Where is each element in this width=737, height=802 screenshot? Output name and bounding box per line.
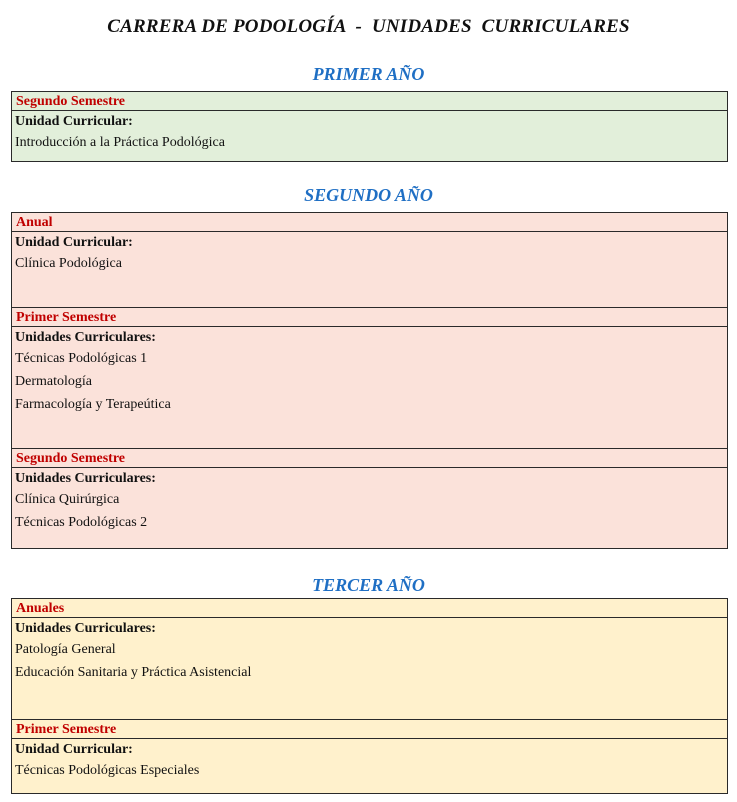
curricular-unit-label: Unidades Curriculares: [15,471,156,486]
curricular-section [12,327,727,449]
course-item: Farmacología y Terapeútica [15,397,171,412]
course-item: Educación Sanitaria y Práctica Asistencial [15,665,252,680]
semester-header: Anuales [12,599,727,618]
semester-header: Segundo Semestre [12,449,727,468]
course-item: Clínica Podológica [15,256,122,271]
course-item: Patología General [15,642,116,657]
year-title-primer: PRIMER AÑO [312,64,425,84]
curricular-unit-label: Unidad Curricular: [15,742,133,757]
curricular-section [12,739,727,782]
curricular-unit-label: Unidad Curricular: [15,235,133,250]
curricular-section [12,232,727,308]
course-item: Dermatología [15,374,92,389]
year-1-table [11,91,728,162]
course-item: Técnicas Podológicas 1 [15,351,148,366]
semester-header: Segundo Semestre [12,92,727,111]
curricular-section [12,111,727,161]
year-title-segundo: SEGUNDO AÑO [304,185,433,205]
semester-header: Primer Semestre [12,308,727,327]
course-item: Introducción a la Práctica Podológica [15,135,225,150]
year-3-table [11,598,728,794]
year-title-tercer: TERCER AÑO [312,575,425,595]
curricular-section [12,468,727,534]
course-item: Técnicas Podológicas 2 [15,515,148,530]
year-2-table [11,212,728,549]
semester-header: Primer Semestre [12,720,727,739]
document-title: CARRERA DE PODOLOGÍA - UNIDADES CURRICULARES [107,16,630,37]
curricular-unit-label: Unidades Curriculares: [15,621,156,636]
course-item: Técnicas Podológicas Especiales [15,763,200,778]
curricular-unit-label: Unidad Curricular: [15,114,133,129]
curricular-unit-label: Unidades Curriculares: [15,330,156,345]
course-item: Clínica Quirúrgica [15,492,120,507]
semester-header: Anual [12,213,727,232]
curricular-section [12,618,727,720]
